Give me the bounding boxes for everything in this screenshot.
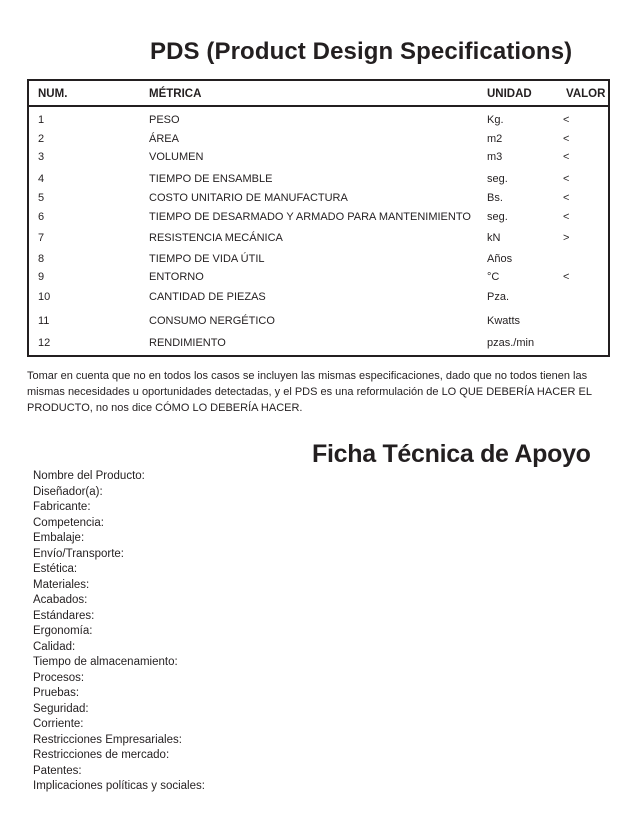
- row-num: 8: [38, 253, 45, 265]
- field-storage-time: Tiempo de almacenamiento:: [33, 656, 178, 668]
- ficha-title: Ficha Técnica de Apoyo: [312, 440, 591, 468]
- row-unit: Años: [487, 253, 513, 265]
- row-metric: TIEMPO DE VIDA ÚTIL: [149, 253, 265, 265]
- field-standards: Estándares:: [33, 609, 95, 622]
- table-row: [29, 173, 608, 191]
- field-shipping: Envío/Transporte:: [33, 547, 124, 560]
- row-unit: pzas./min: [487, 337, 535, 349]
- field-processes: Procesos:: [33, 671, 85, 684]
- row-metric: ENTORNO: [149, 271, 204, 283]
- row-num: 12: [38, 337, 51, 349]
- row-num: 7: [38, 232, 45, 244]
- table-row: [29, 133, 608, 151]
- row-unit: Pza.: [487, 291, 510, 303]
- header-metric: MÉTRICA: [149, 88, 202, 100]
- field-ergonomics: Ergonomía:: [33, 625, 93, 637]
- table-row: [29, 337, 608, 355]
- row-unit: kN: [487, 232, 501, 244]
- row-value: <: [563, 211, 570, 223]
- row-unit: m3: [487, 151, 503, 163]
- technical-sheet-fields: [33, 469, 333, 795]
- row-metric: ÁREA: [149, 133, 179, 145]
- table-row: [29, 271, 608, 289]
- row-value: <: [563, 173, 570, 185]
- row-unit: Kg.: [487, 114, 504, 126]
- row-metric: VOLUMEN: [149, 151, 204, 163]
- field-tests: Pruebas:: [33, 687, 80, 699]
- row-value: >: [563, 232, 570, 244]
- field-current: Corriente:: [33, 718, 84, 730]
- header-num: NUM.: [38, 88, 68, 100]
- row-metric: CONSUMO NERGÉTICO: [149, 315, 275, 327]
- row-unit: seg.: [487, 211, 508, 223]
- pds-specification-table: [27, 79, 610, 357]
- field-business-restrictions: Restricciones Empresariales:: [33, 733, 182, 746]
- field-competition: Competencia:: [33, 516, 104, 529]
- field-manufacturer: Fabricante:: [33, 501, 91, 513]
- row-value: <: [563, 133, 570, 145]
- field-market-restrictions: Restricciones de mercado:: [33, 749, 170, 761]
- field-product-name: Nombre del Producto:: [33, 470, 145, 482]
- header-value: VALOR: [566, 88, 606, 100]
- row-num: 11: [38, 315, 50, 327]
- row-num: 9: [38, 271, 45, 283]
- row-value: <: [563, 114, 570, 126]
- row-value: <: [563, 271, 570, 283]
- pds-note: Tomar en cuenta que no en todos los casos se incluyen las mismas especificaciones, dado que no todos tienen las mismas necesidades u oportunidades detectadas, y el PDS es una reformulación de LO QUE DEBERÍA HACER EL PRODUCTO, no nos dice CÓMO LO DEBERÍA HACER.: [27, 370, 592, 414]
- row-metric: CANTIDAD DE PIEZAS: [149, 291, 266, 303]
- row-unit: Bs.: [487, 192, 503, 204]
- field-political-social: Implicaciones políticas y sociales:: [33, 780, 205, 792]
- table-row: [29, 291, 608, 309]
- header-unit: UNIDAD: [487, 88, 532, 100]
- row-metric: RESISTENCIA MECÁNICA: [149, 232, 283, 244]
- row-metric: TIEMPO DE ENSAMBLE: [149, 173, 273, 185]
- field-patents: Patentes:: [33, 764, 82, 777]
- field-safety: Seguridad:: [33, 702, 89, 715]
- table-row: [29, 315, 608, 333]
- row-num: 3: [38, 151, 45, 163]
- table-header: [29, 81, 608, 107]
- row-unit: seg.: [487, 173, 508, 185]
- row-metric: TIEMPO DE DESARMADO Y ARMADO PARA MANTENIMIENTO: [149, 211, 471, 223]
- table-row: [29, 232, 608, 250]
- row-num: 2: [38, 133, 45, 145]
- row-num: 6: [38, 211, 45, 223]
- row-num: 10: [38, 291, 51, 303]
- table-row: [29, 151, 608, 169]
- row-unit: °C: [487, 271, 500, 283]
- table-row: [29, 114, 608, 132]
- row-num: 5: [38, 192, 45, 204]
- row-num: 4: [38, 173, 45, 185]
- table-row: [29, 211, 608, 229]
- row-num: 1: [38, 114, 45, 126]
- pds-title: PDS (Product Design Specifications): [150, 38, 573, 65]
- row-metric: COSTO UNITARIO DE MANUFACTURA: [149, 192, 348, 204]
- field-packaging: Embalaje:: [33, 532, 85, 544]
- row-metric: RENDIMIENTO: [149, 337, 226, 349]
- row-metric: PESO: [149, 114, 180, 126]
- table-row: [29, 253, 608, 271]
- field-materials: Materiales:: [33, 578, 90, 591]
- field-quality: Calidad:: [33, 640, 76, 653]
- row-value: <: [563, 151, 570, 163]
- row-value: <: [563, 192, 570, 204]
- table-row: [29, 192, 608, 210]
- field-finishes: Acabados:: [33, 594, 88, 606]
- field-designer: Diseñador(a):: [33, 485, 103, 498]
- row-unit: m2: [487, 133, 503, 145]
- field-aesthetics: Estética:: [33, 563, 78, 575]
- row-unit: Kwatts: [487, 315, 521, 327]
